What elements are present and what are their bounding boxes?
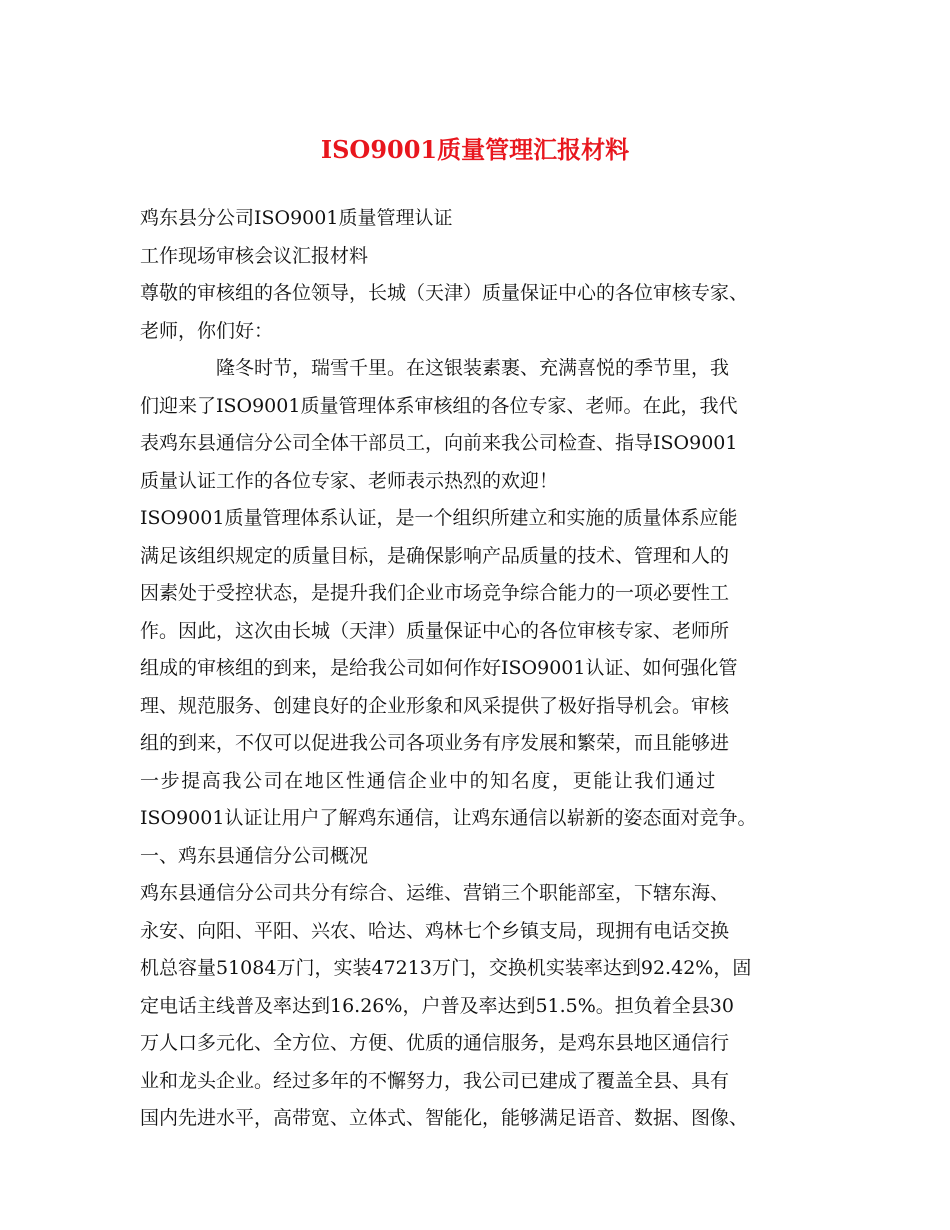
paragraph-line: 们迎来了ISO9001质量管理体系审核组的各位专家、老师。在此，我代 bbox=[140, 394, 738, 417]
paragraph-line: 质量认证工作的各位专家、老师表示热烈的欢迎！ bbox=[140, 469, 559, 492]
paragraph-line: 定电话主线普及率达到16.26%，户普及率达到51.5%。担负着全县30 bbox=[140, 994, 734, 1017]
paragraph-line: 因素处于受控状态，是提升我们企业市场竞争综合能力的一项必要性工 bbox=[140, 582, 730, 604]
paragraph-line: 表鸡东县通信分公司全体干部员工，向前来我公司检查、指导ISO9001 bbox=[140, 432, 738, 454]
paragraph-line: 理、规范服务、创建良好的企业形象和风采提供了极好指导机会。审核 bbox=[140, 694, 730, 717]
paragraph-line: 满足该组织规定的质量目标，是确保影响产品质量的技术、管理和人的 bbox=[140, 544, 730, 567]
paragraph-line: ISO9001认证让用户了解鸡东通信，让鸡东通信以崭新的姿态面对竞争。 bbox=[140, 807, 757, 829]
greeting-line: 尊敬的审核组的各位领导，长城（天津）质量保证中心的各位审核专家、 bbox=[140, 282, 749, 304]
document-body bbox=[140, 200, 820, 1138]
paragraph-line: 一步提高我公司在地区性通信企业中的知名度，更能让我们通过 bbox=[140, 769, 717, 792]
paragraph-line: 机总容量51084万门，实装47213万门，交换机实装率达到92.42%，固 bbox=[140, 957, 752, 979]
paragraph-line: 隆冬时节，瑞雪千里。在这银装素裹、充满喜悦的季节里，我 bbox=[216, 357, 730, 379]
paragraph-line: 作。因此，这次由长城（天津）质量保证中心的各位审核专家、老师所 bbox=[140, 619, 730, 642]
paragraph-line: 永安、向阳、平阳、兴农、哈达、鸡林七个乡镇支局，现拥有电话交换 bbox=[140, 919, 730, 942]
paragraph-line: ISO9001质量管理体系认证，是一个组织所建立和实施的质量体系应能 bbox=[140, 507, 738, 529]
paragraph-line: 万人口多元化、全方位、方便、优质的通信服务，是鸡东县地区通信行 bbox=[140, 1032, 730, 1054]
paragraph-line: 鸡东县通信分公司共分有综合、运维、营销三个职能部室，下辖东海、 bbox=[140, 882, 730, 904]
greeting-line: 老师，你们好： bbox=[140, 319, 274, 342]
subtitle-line: 鸡东县分公司ISO9001质量管理认证 bbox=[140, 207, 453, 229]
paragraph-line: 组成的审核组的到来，是给我公司如何作好ISO9001认证、如何强化管 bbox=[140, 657, 738, 679]
paragraph-line: 国内先进水平，高带宽、立体式、智能化，能够满足语音、数据、图像、 bbox=[140, 1107, 749, 1129]
paragraph-line: 业和龙头企业。经过多年的不懈努力，我公司已建成了覆盖全县、具有 bbox=[140, 1069, 730, 1092]
document-title: ISO9001质量管理汇报材料 bbox=[320, 135, 630, 164]
section-heading: 一、鸡东县通信分公司概况 bbox=[140, 844, 369, 867]
paragraph-line: 组的到来，不仅可以促进我公司各项业务有序发展和繁荣，而且能够进 bbox=[140, 732, 730, 754]
subtitle-line: 工作现场审核会议汇报材料 bbox=[140, 244, 369, 267]
